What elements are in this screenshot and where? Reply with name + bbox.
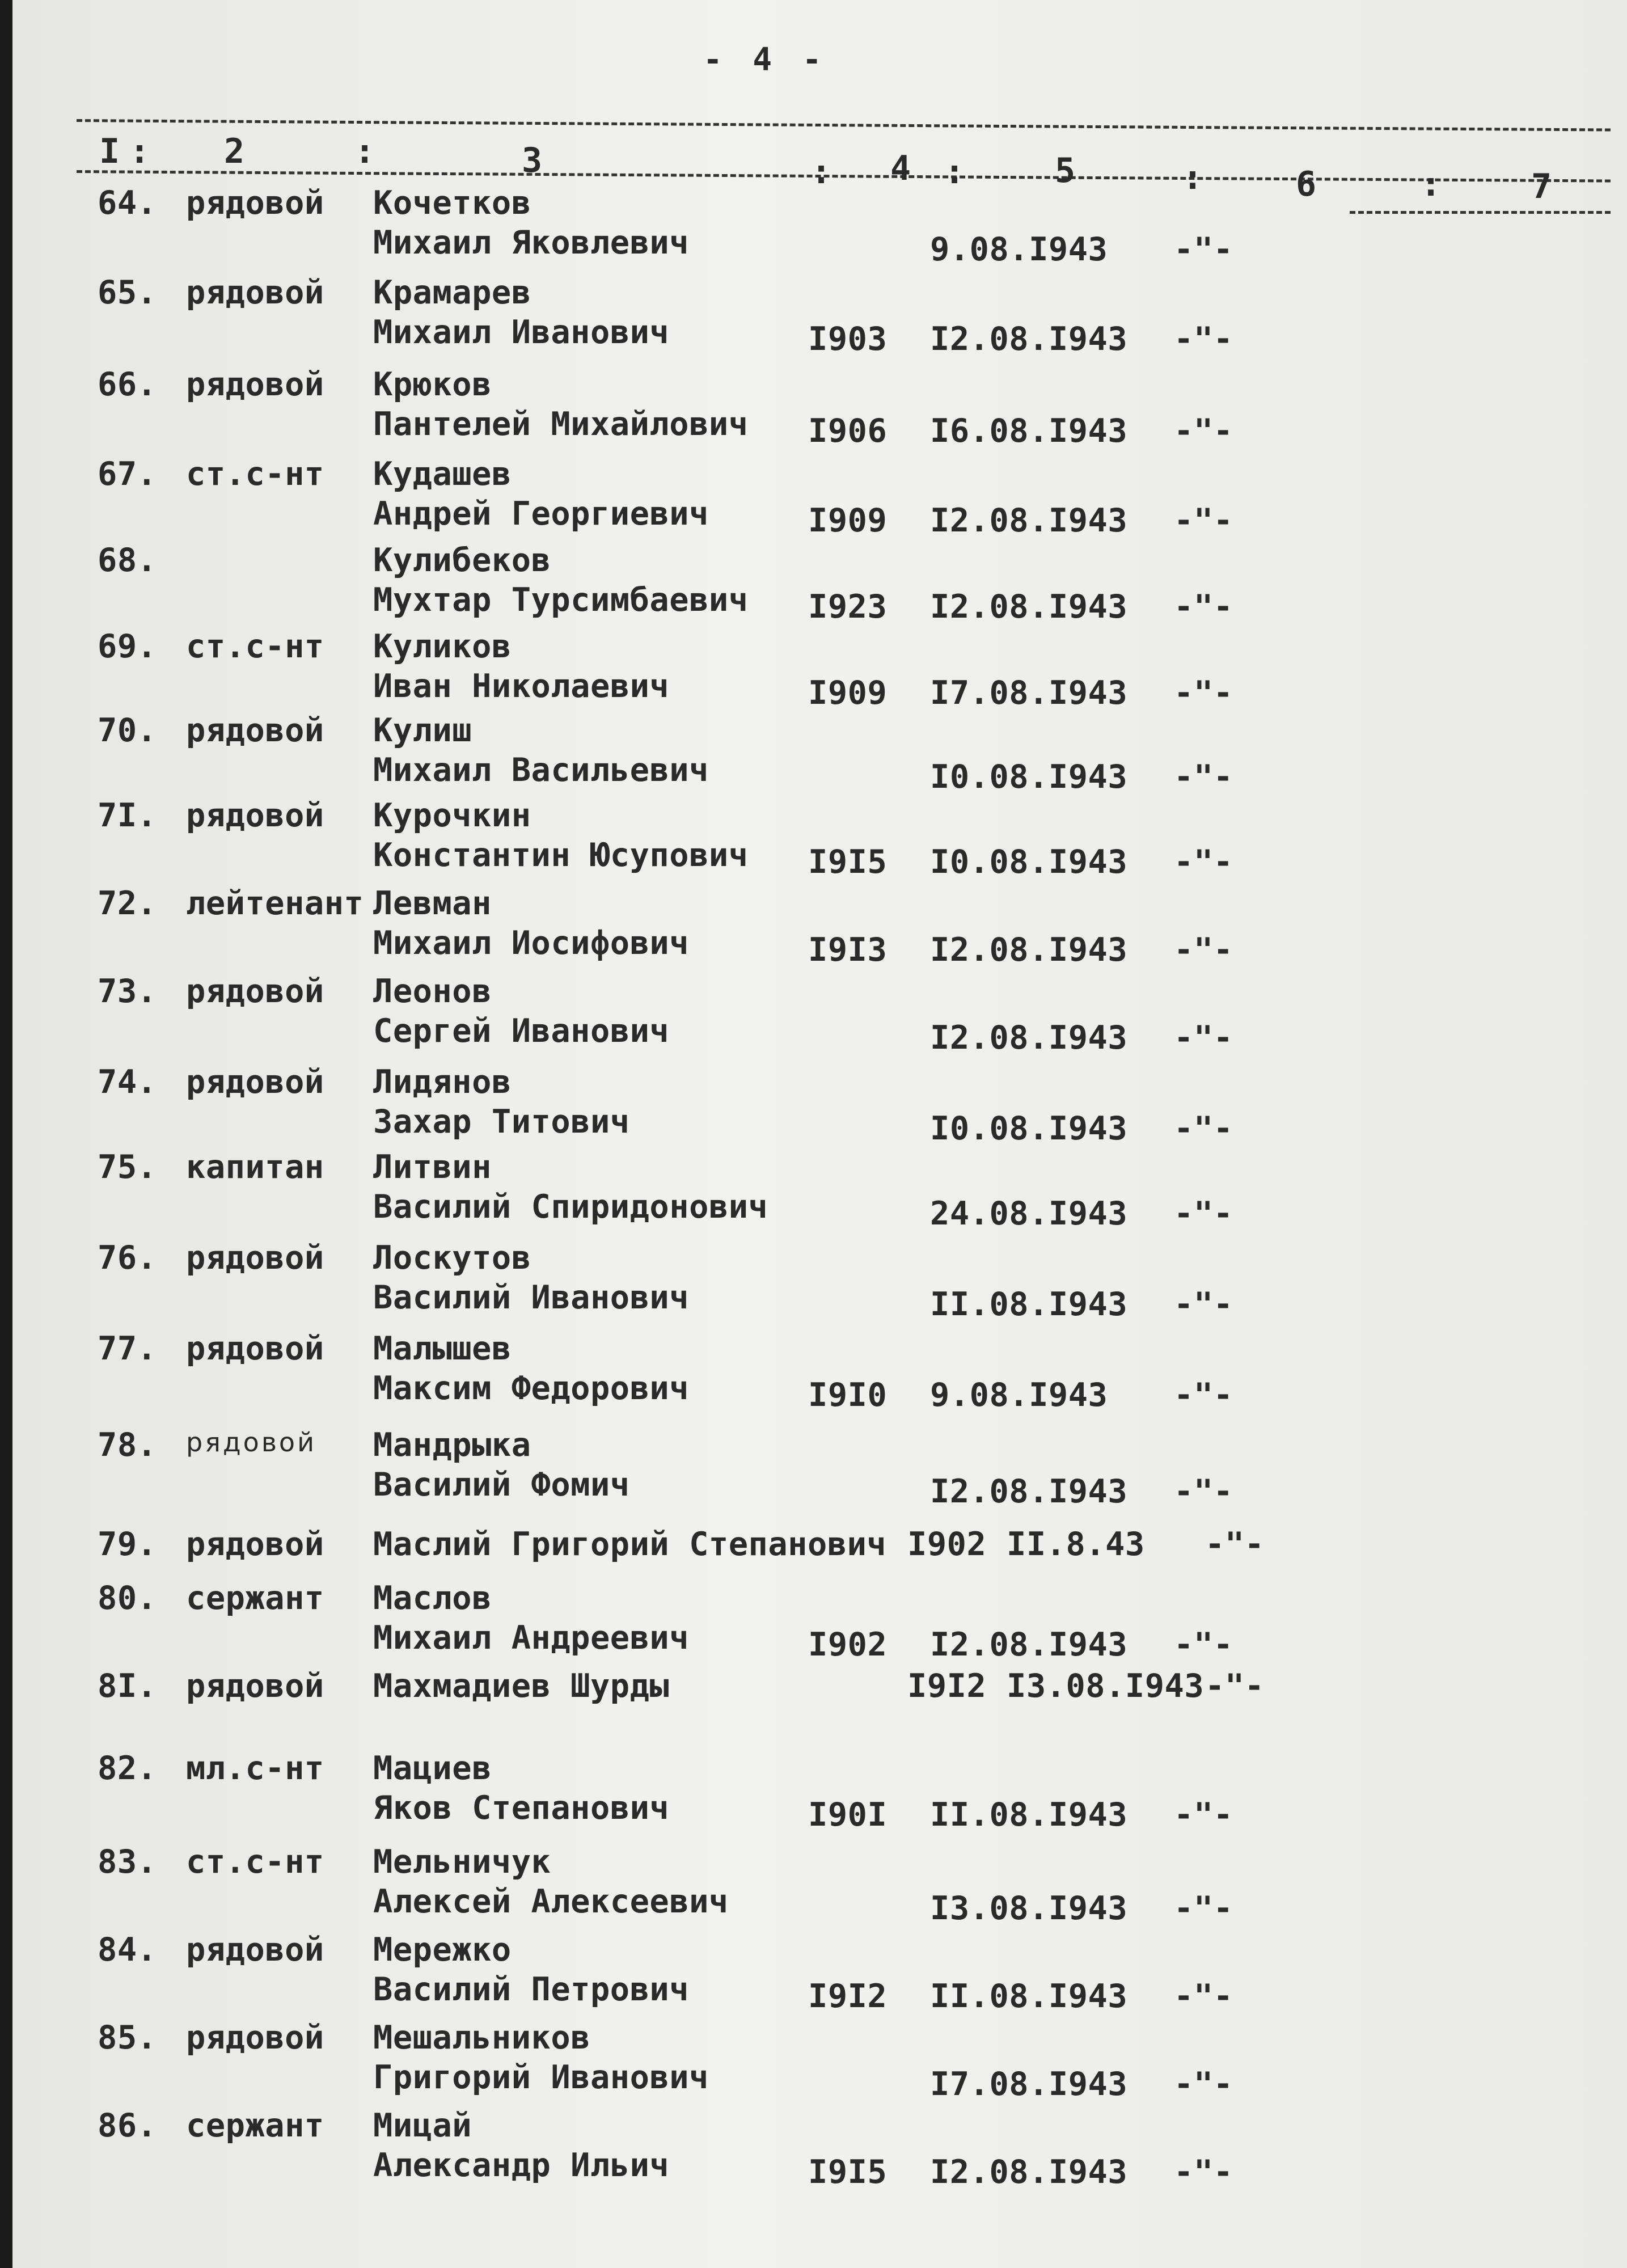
ditto-mark: -"- <box>1174 758 1233 796</box>
row-number: 65. <box>98 274 157 311</box>
row-number: 85. <box>98 2019 157 2056</box>
ditto-mark: -"- <box>1174 1195 1233 1232</box>
surname: Леонов <box>373 973 492 1010</box>
header-col-3: 3 <box>522 141 543 180</box>
surname: Мельничук <box>373 1843 551 1881</box>
surname: Мешальников <box>373 2019 590 2056</box>
given-names: Алексей Алексеевич <box>373 1883 729 1920</box>
given-names: Григорий Иванович <box>373 2059 709 2096</box>
death-date: I0.08.I943 <box>930 843 1128 881</box>
row-number: 77. <box>98 1330 157 1367</box>
row-number: 83. <box>98 1843 157 1881</box>
rank: ст.с-нт <box>186 628 324 665</box>
death-date: 9.08.I943 <box>930 231 1108 268</box>
surname: Мицай <box>373 2107 472 2144</box>
page-number: - 4 - <box>703 41 827 78</box>
row-number: 70. <box>98 712 157 749</box>
birth-year: I9I5 <box>808 843 888 881</box>
given-names: Василий Спиридонович <box>373 1188 768 1226</box>
surname: Левман <box>373 885 492 922</box>
birth-year: I90I <box>808 1796 888 1834</box>
ditto-mark: -"- <box>1174 1019 1233 1057</box>
ditto-mark: -"- <box>1174 1110 1233 1147</box>
row-number: 7I. <box>98 797 157 834</box>
header-col-2: 2 <box>224 132 245 171</box>
rank: рядовой <box>186 1667 324 1705</box>
ditto-mark: -"- <box>1174 843 1233 881</box>
given-names: Пантелей Михайлович <box>373 406 749 443</box>
death-date: I2.08.I943 <box>930 1473 1128 1510</box>
ditto-mark: -"- <box>1174 1286 1233 1323</box>
given-names: Яков Степанович <box>373 1789 670 1827</box>
header-sep: : <box>129 132 150 171</box>
rank: ст.с-нт <box>186 455 324 493</box>
header-rule-top <box>77 119 1611 132</box>
row-number: 74. <box>98 1063 157 1101</box>
row-number: 76. <box>98 1239 157 1277</box>
given-names: Александр Ильич <box>373 2147 670 2184</box>
ditto-mark: -"- <box>1174 674 1233 712</box>
birth-year: I9I5 <box>808 2153 888 2191</box>
header-col-5: 5 <box>1055 151 1076 191</box>
surname: Куликов <box>373 628 512 665</box>
ditto-mark: -"- <box>1174 1626 1233 1663</box>
header-col-6: 6 <box>1296 164 1317 204</box>
given-names: Захар Титович <box>373 1103 630 1141</box>
surname: Кочетков <box>373 184 531 222</box>
rank: капитан <box>186 1148 324 1186</box>
death-date: I6.08.I943 <box>930 412 1128 450</box>
row-number: 73. <box>98 973 157 1010</box>
surname: Кудашев <box>373 455 512 493</box>
given-names: Константин Юсупович <box>373 837 749 874</box>
given-names: Андрей Георгиевич <box>373 495 709 533</box>
header-sep: : <box>354 132 375 171</box>
ditto-mark: -"- <box>1174 1376 1233 1414</box>
given-names: Иван Николаевич <box>373 668 670 705</box>
rank: лейтенант <box>186 885 364 922</box>
birth-year: I906 <box>808 412 888 450</box>
death-date: I2.08.I943 <box>930 2153 1128 2191</box>
ditto-mark: -"- <box>1174 931 1233 969</box>
birth-year: I909 <box>808 674 888 712</box>
row-number: 80. <box>98 1579 157 1617</box>
ditto-mark: -"- <box>1174 412 1233 450</box>
given-names: Михаил Яковлевич <box>373 224 690 261</box>
death-date: II.08.I943 <box>930 1978 1128 2015</box>
birth-year: I909 <box>808 502 888 539</box>
row-number: 69. <box>98 628 157 665</box>
birth-year: I902 <box>907 1526 987 1563</box>
row-number: 72. <box>98 885 157 922</box>
birth-year: I9I0 <box>808 1376 888 1414</box>
row-number: 79. <box>98 1526 157 1563</box>
surname: Маслий Григорий Степанович <box>373 1526 887 1563</box>
given-names: Михаил Андреевич <box>373 1619 690 1657</box>
birth-year: I9I3 <box>808 931 888 969</box>
death-date: 24.08.I943 <box>930 1195 1128 1232</box>
birth-year: I923 <box>808 588 888 626</box>
rank: рядовой <box>186 2019 324 2056</box>
ditto-mark: -"- <box>1174 320 1233 358</box>
birth-year: I9I2 <box>808 1978 888 2015</box>
surname: Крюков <box>373 366 492 403</box>
surname: Лидянов <box>373 1063 512 1101</box>
ditto-mark: -"- <box>1174 1796 1233 1834</box>
page-edge-shadow <box>0 0 12 2268</box>
rank: сержант <box>186 1579 324 1617</box>
row-number: 82. <box>98 1750 157 1787</box>
surname: Маслов <box>373 1579 492 1617</box>
header-sep: : <box>1421 164 1442 204</box>
rank: рядовой <box>186 366 324 403</box>
rank: рядовой <box>186 1427 316 1458</box>
death-date: I2.08.I943 <box>930 1019 1128 1057</box>
header-col-1: I <box>99 132 120 171</box>
header-col-4: 4 <box>890 149 911 188</box>
given-names: Мухтар Турсимбаевич <box>373 581 749 619</box>
death-date: I3.08.I943 <box>930 1890 1128 1927</box>
death-date: I2.08.I943 <box>930 1626 1128 1663</box>
surname: Курочкин <box>373 797 531 834</box>
header-sep: : <box>811 152 832 192</box>
death-date: II.08.I943 <box>930 1286 1128 1323</box>
death-date: I2.08.I943 <box>930 320 1128 358</box>
rank: рядовой <box>186 274 324 311</box>
given-names: Василий Петрович <box>373 1971 690 2008</box>
death-date: 9.08.I943 <box>930 1376 1108 1414</box>
row-number: 86. <box>98 2107 157 2144</box>
birth-year: I902 <box>808 1626 888 1663</box>
ditto-mark: -"- <box>1174 2066 1233 2103</box>
ditto-mark: -"- <box>1205 1526 1265 1563</box>
given-names: Михаил Иванович <box>373 314 670 351</box>
death-date: I7.08.I943 <box>930 2066 1128 2103</box>
ditto-mark: -"- <box>1174 588 1233 626</box>
surname: Кулиш <box>373 712 472 749</box>
rank: рядовой <box>186 1931 324 1969</box>
row-number: 8I. <box>98 1667 157 1705</box>
surname: Махмадиев Шурды <box>373 1667 670 1705</box>
ditto-mark: -"- <box>1174 1473 1233 1510</box>
rank: рядовой <box>186 1330 324 1367</box>
row-number: 84. <box>98 1931 157 1969</box>
rank: рядовой <box>186 712 324 749</box>
surname: Кулибеков <box>373 542 551 579</box>
rank: рядовой <box>186 797 324 834</box>
row-number: 66. <box>98 366 157 403</box>
given-names: Михаил Иосифович <box>373 924 690 962</box>
rank: ст.с-нт <box>186 1843 324 1881</box>
header-rule-extra <box>1350 211 1611 214</box>
rank: мл.с-нт <box>186 1750 324 1787</box>
death-date: I7.08.I943 <box>930 674 1128 712</box>
rank: рядовой <box>186 1526 324 1563</box>
surname: Лоскутов <box>373 1239 531 1277</box>
ditto-mark: -"- <box>1174 2153 1233 2191</box>
ditto-mark: -"- <box>1174 502 1233 539</box>
surname: Мациев <box>373 1750 492 1787</box>
death-date: I2.08.I943 <box>930 931 1128 969</box>
given-names: Василий Фомич <box>373 1466 630 1503</box>
surname: Малышев <box>373 1330 512 1367</box>
death-date: I2.08.I943 <box>930 588 1128 626</box>
row-number: 78. <box>98 1426 157 1464</box>
header-sep: : <box>1182 158 1203 197</box>
rank: рядовой <box>186 973 324 1010</box>
rank: рядовой <box>186 1239 324 1277</box>
row-number: 67. <box>98 455 157 493</box>
death-date: II.8.43 <box>1007 1526 1145 1563</box>
row-number: 68. <box>98 542 157 579</box>
rank: рядовой <box>186 184 324 222</box>
given-names: Сергей Иванович <box>373 1012 670 1050</box>
given-names: Василий Иванович <box>373 1279 690 1316</box>
ditto-mark: -"- <box>1174 231 1233 268</box>
surname: Литвин <box>373 1148 492 1186</box>
ditto-mark: -"- <box>1174 1890 1233 1927</box>
header-sep: : <box>944 152 965 192</box>
death-date: I0.08.I943 <box>930 758 1128 796</box>
birth-year: I9I2 <box>907 1667 987 1705</box>
death-date: II.08.I943 <box>930 1796 1128 1834</box>
birth-year: I903 <box>808 320 888 358</box>
given-names: Максим Федорович <box>373 1370 690 1407</box>
death-date: I2.08.I943 <box>930 502 1128 539</box>
row-number: 75. <box>98 1148 157 1186</box>
death-date: I0.08.I943 <box>930 1110 1128 1147</box>
header-rule-bottom <box>77 170 1611 183</box>
header-col-7: 7 <box>1531 167 1552 206</box>
ditto-mark: -"- <box>1174 1978 1233 2015</box>
rank: рядовой <box>186 1063 324 1101</box>
rank: сержант <box>186 2107 324 2144</box>
ditto-mark: -"- <box>1205 1667 1265 1705</box>
row-number: 64. <box>98 184 157 222</box>
death-date: I3.08.I943 <box>1007 1667 1205 1705</box>
surname: Мережко <box>373 1931 512 1969</box>
surname: Мандрыка <box>373 1426 531 1464</box>
given-names: Михаил Васильевич <box>373 751 709 789</box>
surname: Крамарев <box>373 274 531 311</box>
